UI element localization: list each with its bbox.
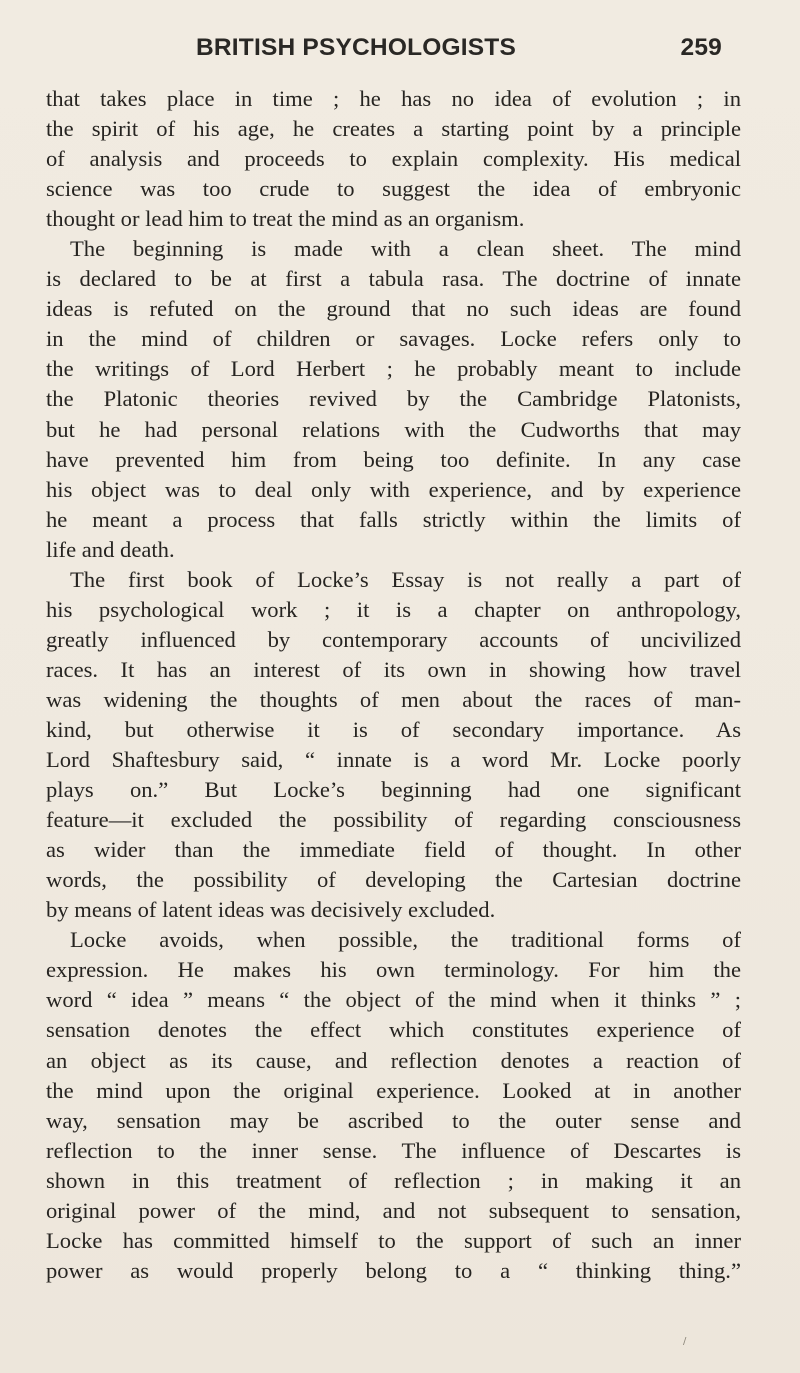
text-line: was widening the thoughts of men about the races of man- xyxy=(46,686,741,712)
text-line: The beginning is made with a clean sheet. The mind xyxy=(70,236,741,262)
body-text xyxy=(46,84,741,1286)
text-line: kind, but otherwise it is of secondary importance. As xyxy=(46,716,741,742)
text-line: but he had personal relations with the Cudworths that may xyxy=(46,416,741,442)
text-line: the spirit of his age, he creates a starting point by a principle xyxy=(46,116,741,142)
text-line: as wider than the immediate field of thought. In other xyxy=(46,837,741,863)
text-line: reflection to the inner sense. The influence of Descartes is xyxy=(46,1137,741,1163)
text-line: greatly influenced by contemporary accounts of uncivilized xyxy=(46,626,741,652)
text-line: the mind upon the original experience. Looked at in another xyxy=(46,1077,741,1103)
text-line: by means of latent ideas was decisively excluded. xyxy=(46,897,496,923)
text-line: expression. He makes his own terminology. For him the xyxy=(46,957,741,983)
text-line: the Platonic theories revived by the Cambridge Platonists, xyxy=(46,386,741,412)
text-line: power as would properly belong to a “ thinking thing.” xyxy=(46,1257,741,1283)
text-line: Lord Shaftesbury said, “ innate is a word Mr. Locke poorly xyxy=(46,747,741,773)
text-line: ideas is refuted on the ground that no such ideas are found xyxy=(46,296,741,322)
text-line: feature—it excluded the possibility of regarding consciousness xyxy=(46,807,741,833)
text-line: science was too crude to suggest the idea of embryonic xyxy=(46,176,741,202)
text-line: have prevented him from being too definite. In any case xyxy=(46,446,741,472)
text-line: his psychological work ; it is a chapter on anthropology, xyxy=(46,596,741,622)
text-line: an object as its cause, and reflection denotes a reaction of xyxy=(46,1047,741,1073)
page-number: 259 xyxy=(680,34,722,61)
text-line: life and death. xyxy=(46,536,175,562)
running-head-title: BRITISH PSYCHOLOGISTS xyxy=(196,34,517,61)
text-line: thought or lead him to treat the mind as an organism. xyxy=(46,206,525,232)
text-line: The first book of Locke’s Essay is not really a part of xyxy=(70,566,741,592)
text-line: way, sensation may be ascribed to the outer sense and xyxy=(46,1107,741,1133)
text-line: Locke has committed himself to the support of such an inner xyxy=(46,1227,741,1253)
text-line: word “ idea ” means “ the object of the mind when it thinks ” ; xyxy=(46,987,741,1013)
text-line: sensation denotes the effect which constitutes experience of xyxy=(46,1017,741,1043)
text-line: races. It has an interest of its own in showing how travel xyxy=(46,656,741,682)
text-line: that takes place in time ; he has no idea of evolution ; in xyxy=(46,86,741,111)
text-line: is declared to be at first a tabula rasa. The doctrine of innate xyxy=(46,266,741,292)
text-line: in the mind of children or savages. Locke refers only to xyxy=(46,326,741,352)
text-line: he meant a process that falls strictly within the limits of xyxy=(46,506,741,532)
text-line: his object was to deal only with experience, and by experience xyxy=(46,476,741,502)
printer-mark: / xyxy=(683,1336,687,1347)
text-line: the writings of Lord Herbert ; he probably meant to include xyxy=(46,356,741,382)
text-line: of analysis and proceeds to explain complexity. His medical xyxy=(46,146,741,172)
text-line: words, the possibility of developing the Cartesian doctrine xyxy=(46,867,741,893)
text-line: plays on.” But Locke’s beginning had one significant xyxy=(46,777,741,803)
running-head xyxy=(196,34,722,68)
text-line: shown in this treatment of reflection ; in making it an xyxy=(46,1167,741,1193)
text-line: Locke avoids, when possible, the traditional forms of xyxy=(70,927,741,953)
text-line: original power of the mind, and not subsequent to sensation, xyxy=(46,1197,741,1223)
